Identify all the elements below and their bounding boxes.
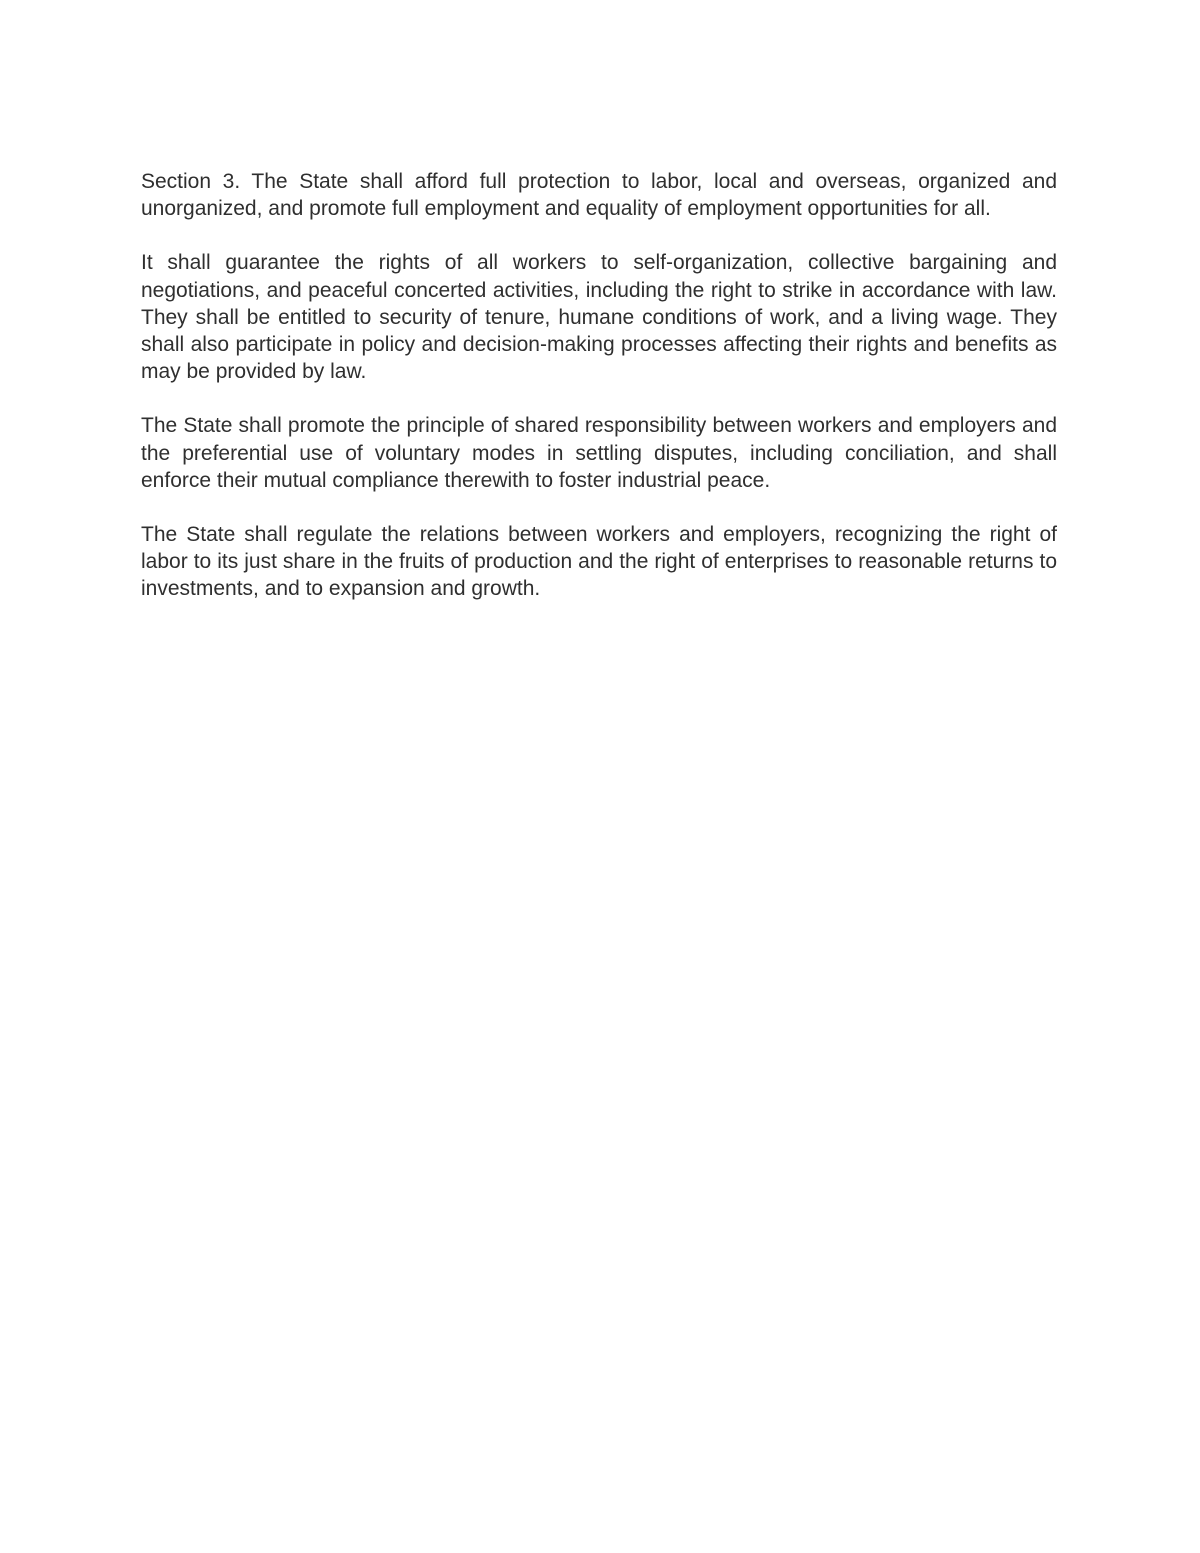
paragraph-regulate-relations: The State shall regulate the relations between workers and employers, recognizing the right of labor to its just share in the fruits of production and the right of enterprises to reasonable returns to investments, and to expansion and growth. (141, 523, 1057, 601)
paragraph-workers-rights: It shall guarantee the rights of all workers to self-organization, collective bargaining and negotiations, and peaceful concerted activities, including the right to strike in accordance with law. They shall be entitled to security of tenure, humane conditions of work, and a living wage. They shall also participate in policy and decision-making processes affecting their rights and benefits as may be provided by law. (141, 251, 1057, 384)
paragraph-shared-responsibility: The State shall promote the principle of shared responsibility between workers and employers and the preferential use of voluntary modes in settling disputes, including conciliation, and shall enforce their mutual compliance therewith to foster industrial peace. (141, 414, 1057, 492)
document-body (141, 168, 1057, 630)
paragraph-section-3: Section 3. The State shall afford full protection to labor, local and overseas, organized and unorganized, and promote full employment and equality of employment opportunities for all. (141, 170, 1057, 221)
